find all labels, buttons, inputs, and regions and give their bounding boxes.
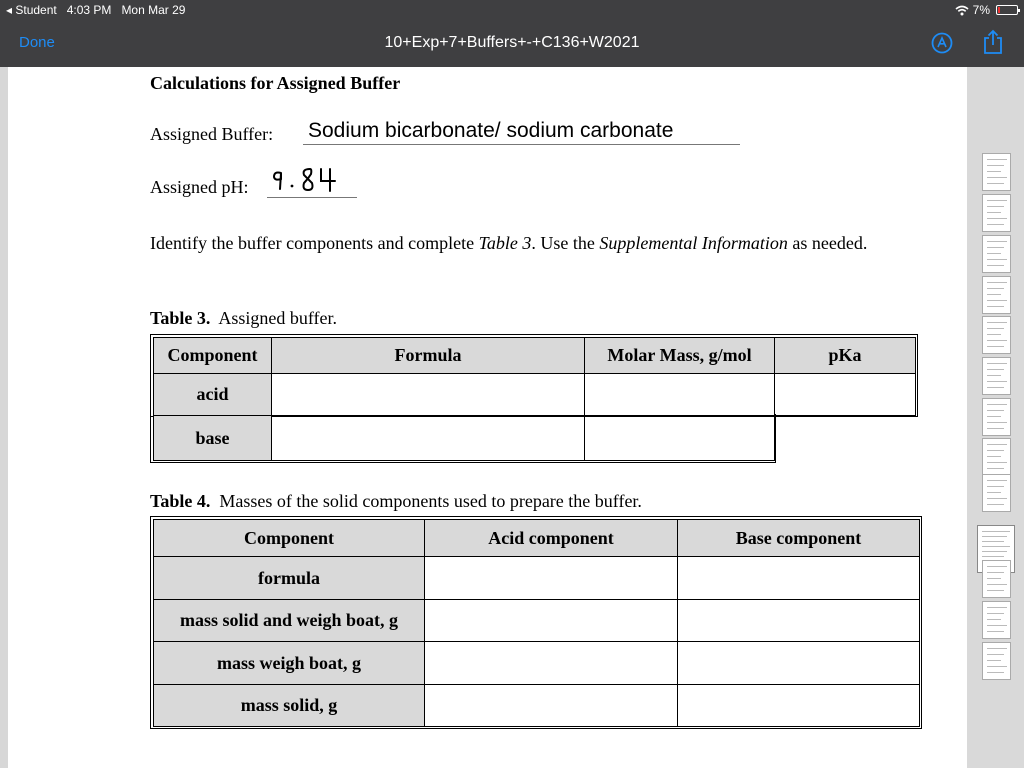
page-thumbnail[interactable] (982, 235, 1011, 273)
table3-header: Molar Mass, g/mol (585, 338, 775, 374)
done-button[interactable]: Done (19, 34, 55, 51)
wifi-icon (955, 5, 969, 16)
thumbnail-text-line (987, 340, 1007, 341)
thumbnail-text-line (987, 456, 1001, 457)
thumbnail-text-line (987, 666, 1007, 667)
page-thumbnail-sidebar[interactable] (967, 67, 1024, 768)
thumbnail-text-line (987, 654, 1004, 655)
table3-header: pKa (775, 338, 916, 374)
thumbnail-text-line (987, 363, 1007, 364)
thumbnail-text-line (987, 224, 1004, 225)
share-icon[interactable] (982, 29, 1004, 55)
thumbnail-text-line (987, 387, 1004, 388)
table4-cell[interactable] (425, 642, 678, 685)
thumbnail-text-line (987, 498, 1007, 499)
table4 (153, 519, 920, 727)
thumbnail-text-line (987, 607, 1007, 608)
thumbnail-text-line (987, 404, 1007, 405)
status-date: Mon Mar 29 (121, 3, 186, 17)
thumbnail-text-line (987, 247, 1004, 248)
table4-caption: Table 4. Masses of the solid components used to prepare the buffer. (150, 491, 642, 511)
thumbnail-text-line (987, 265, 1004, 266)
thumbnail-text-line (987, 584, 1007, 585)
thumbnail-text-line (987, 346, 1004, 347)
buffer-underline (303, 144, 740, 145)
thumbnail-text-line (987, 159, 1007, 160)
document-title: 10+Exp+7+Buffers+-+C136+W2021 (384, 34, 640, 51)
page-thumbnail[interactable] (982, 438, 1011, 476)
page-thumbnail[interactable] (982, 642, 1011, 680)
table3-row-label: base (154, 416, 272, 461)
page-thumbnail[interactable] (982, 316, 1011, 354)
thumbnail-text-line (987, 480, 1007, 481)
thumbnail-text-line (982, 536, 1007, 537)
thumbnail-text-line (987, 625, 1007, 626)
page-thumbnail[interactable] (982, 153, 1011, 191)
thumbnail-text-line (987, 212, 1001, 213)
page-thumbnail[interactable] (982, 474, 1011, 512)
table3-cell[interactable] (585, 374, 775, 416)
thumbnail-text-line (987, 590, 1004, 591)
thumbnail-text-line (987, 422, 1007, 423)
table3-cell[interactable] (272, 416, 585, 461)
thumbnail-text-line (987, 613, 1004, 614)
table4-cell[interactable] (425, 557, 678, 600)
thumbnail-text-line (987, 504, 1004, 505)
thumbnail-text-line (987, 672, 1004, 673)
table4-row-label: formula (154, 557, 425, 600)
thumbnail-text-line (987, 375, 1001, 376)
thumbnail-text-line (987, 171, 1001, 172)
page-thumbnail[interactable] (982, 560, 1011, 598)
thumbnail-text-line (987, 660, 1001, 661)
thumbnail-text-line (987, 566, 1007, 567)
battery-icon (996, 5, 1018, 15)
table4-row-label: mass solid and weigh boat, g (154, 600, 425, 642)
thumbnail-text-line (987, 294, 1001, 295)
instructions-paragraph: Identify the buffer components and complete Table 3. Use the Supplemental Information as needed. (150, 233, 868, 253)
assigned-buffer-label: Assigned Buffer: (150, 124, 274, 144)
thumbnail-text-line (987, 206, 1004, 207)
thumbnail-text-line (987, 183, 1004, 184)
table3 (153, 337, 916, 461)
table3-cell[interactable] (585, 416, 775, 461)
thumbnail-text-line (987, 322, 1007, 323)
markup-pen-icon[interactable] (931, 32, 953, 54)
table4-row-label: mass solid, g (154, 685, 425, 727)
thumbnail-text-line (987, 288, 1004, 289)
table4-cell[interactable] (678, 642, 920, 685)
thumbnail-text-line (987, 334, 1001, 335)
thumbnail-text-line (987, 450, 1004, 451)
status-bar (0, 0, 1024, 20)
back-to-app-link[interactable]: ◂ Student (6, 3, 57, 17)
thumbnail-text-line (987, 200, 1007, 201)
thumbnail-text-line (987, 492, 1001, 493)
thumbnail-text-line (987, 165, 1004, 166)
thumbnail-text-line (987, 578, 1001, 579)
thumbnail-text-line (987, 468, 1004, 469)
handwritten-ph-value (270, 165, 360, 197)
thumbnail-text-line (987, 572, 1004, 573)
thumbnail-text-line (982, 531, 1010, 532)
table4-cell[interactable] (678, 685, 920, 727)
thumbnail-text-line (987, 328, 1004, 329)
thumbnail-text-line (987, 410, 1004, 411)
thumbnail-text-line (987, 648, 1007, 649)
battery-percent: 7% (972, 3, 990, 17)
table3-caption: Table 3. Assigned buffer. (150, 308, 338, 328)
thumbnail-text-line (982, 546, 1010, 547)
thumbnail-text-line (987, 282, 1007, 283)
thumbnail-text-line (987, 462, 1007, 463)
thumbnail-text-line (982, 556, 1004, 557)
table3-header: Formula (272, 338, 585, 374)
table4-header: Base component (678, 520, 920, 557)
thumbnail-text-line (982, 551, 1007, 552)
thumbnail-text-line (987, 218, 1007, 219)
thumbnail-text-line (987, 444, 1007, 445)
thumbnail-text-line (987, 253, 1001, 254)
table3-cell[interactable] (775, 374, 916, 416)
table4-cell[interactable] (425, 600, 678, 642)
table4-cell[interactable] (425, 685, 678, 727)
page-gutter (0, 67, 8, 768)
thumbnail-text-line (987, 241, 1007, 242)
table3-empty-cell (775, 416, 916, 461)
table3-row-label: acid (154, 374, 272, 416)
nav-bar (0, 20, 1024, 67)
thumbnail-text-line (987, 369, 1004, 370)
page-thumbnail[interactable] (982, 601, 1011, 639)
thumbnail-text-line (987, 300, 1007, 301)
table4-header: Component (154, 520, 425, 557)
table4-cell[interactable] (678, 600, 920, 642)
thumbnail-text-line (987, 486, 1004, 487)
table3-cell[interactable] (272, 374, 585, 416)
thumbnail-text-line (982, 541, 1004, 542)
status-time: 4:03 PM (66, 3, 112, 17)
page-thumbnail[interactable] (982, 276, 1011, 314)
section-heading: Calculations for Assigned Buffer (150, 73, 401, 93)
table4-cell[interactable] (678, 557, 920, 600)
thumbnail-text-line (987, 306, 1004, 307)
thumbnail-text-line (987, 631, 1004, 632)
assigned-ph-label: Assigned pH: (150, 177, 249, 197)
ph-underline (267, 197, 357, 198)
page-thumbnail[interactable] (982, 398, 1011, 436)
table4-row-label: mass weigh boat, g (154, 642, 425, 685)
thumbnail-text-line (987, 619, 1001, 620)
assigned-buffer-value: Sodium bicarbonate/ sodium carbonate (308, 119, 674, 142)
thumbnail-text-line (987, 259, 1007, 260)
thumbnail-text-line (987, 177, 1007, 178)
thumbnail-text-line (987, 416, 1001, 417)
thumbnail-text-line (987, 381, 1007, 382)
table3-header: Component (154, 338, 272, 374)
page-thumbnail[interactable] (982, 357, 1011, 395)
page-thumbnail[interactable] (982, 194, 1011, 232)
table4-header: Acid component (425, 520, 678, 557)
thumbnail-text-line (987, 428, 1004, 429)
